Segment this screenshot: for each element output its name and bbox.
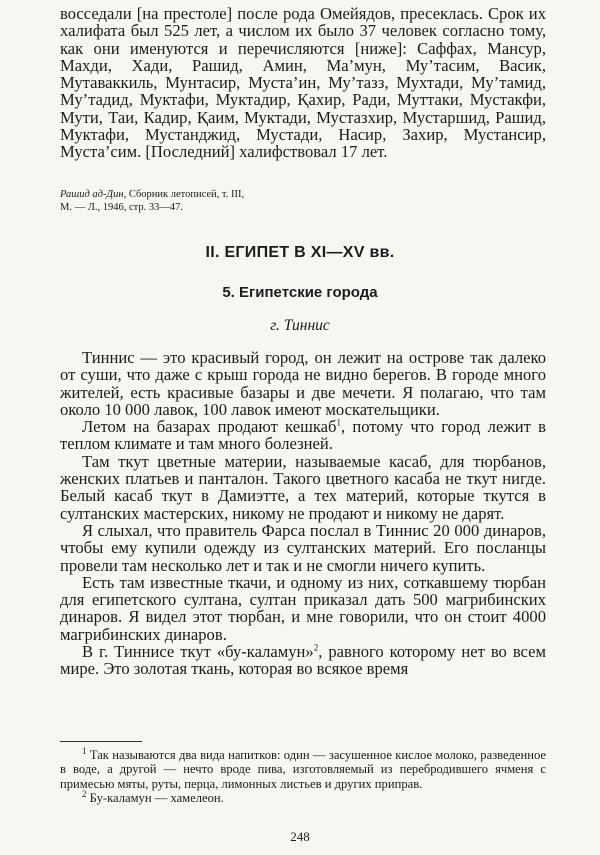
- footnote-2: $^2$ Бу-каламун — хамелеон.: [82, 789, 224, 806]
- city-title: г. Тиннис: [270, 317, 330, 334]
- page-number: 248: [290, 829, 310, 844]
- paragraph-1: Тиннис — это красивый город, он лежит на острове так далеко от суши, что даже с крыш города не видно берегов. В городе много жителей, есть красивые базары и две мечети. Я полагаю, что там около 10 000 лавок, 100 лавок имеют москательщики.: [60, 348, 546, 419]
- paragraph-3: Там ткут цветные материи, называемые касаб, для тюрбанов, женских платьев и панталон. Такого цветного касаба не ткут нигде. Белый касаб ткут в Дамиэтте, а тех материй, которые ткутся в султанских мастерских, никому не продают и никому не дарят.: [60, 451, 546, 523]
- footnote-divider: [60, 741, 142, 742]
- footnotes: [60, 745, 546, 806]
- section-title: II. ЕГИПЕТ В XI—XV вв.: [205, 244, 395, 261]
- paragraph-5: Есть там известные ткачи, и одному из них, соткавшему тюрбан для египетского султана, султан приказал дать 500 магрибинских динаров. Я видел этот тюрбан, и мне говорили, что он стоит 4000 магрибинских динаров.: [60, 572, 546, 644]
- paragraph-6: В г. Тиннисе ткут «бу-каламун»$^2$, равного которому нет во всем мире. Это золотая ткань, которая во всякое время: [60, 642, 546, 679]
- citation-author: Рашид ад-Дин: [60, 189, 124, 200]
- footnote-1: $^1$ Так называются два вида напитков: один — засушенное кислое молоко, разведенное в воде, а другой — нечто вроде пива, изготовляемый из перебродившего ячменя с примесью мяты, руты, перца, лимонных листьев и других приправ.: [60, 745, 546, 791]
- subsection-title: 5. Египетские города: [222, 284, 378, 301]
- citation-publication: М. — Л., 1946, стр. 33—47.: [60, 202, 183, 213]
- footnote-ref-2: 2: [313, 642, 319, 653]
- paragraph-4: Я слыхал, что правитель Фарса послал в Тиннис 20 000 динаров, чтобы ему купили одежду из султанских материй. Его посланцы провели там несколько лет и так и не смогли ничего купить.: [60, 520, 546, 575]
- footnote-ref-1: 1: [336, 417, 341, 428]
- caliphs-list-paragraph: восседали [на престоле] после рода Омейядов, пресеклась. Срок их халифата был 525 лет, а числом их было 37 человек согласно тому, как они именуются и перечисляются [ниже]: Саффах, Мансур, Махди, Хади, Рашид, Амин, Ма’мун, Му’тасим, Васик, Мутаваккиль, Мунтасир, Муста’ин, Му’тазз, Мухтади, Му’тамид, Му’тадид, Муктафи, Муктадир, Қахир, Ради, Муттаки, Мустакфи, Мути, Таи, Кадир, Қаим, Муктади, Мустазхир, Мустаршид, Рашид, Муктафи, Мустанджид, Мустади, Насир, Захир, Мустансир, Муста’сим. [Последний] халифствовал 17 лет.: [60, 4, 546, 162]
- source-citation: [60, 188, 546, 214]
- citation-title: , Сборник летописей, т. III,: [123, 189, 245, 200]
- continued-paragraph: [60, 5, 546, 161]
- main-text: [60, 349, 546, 678]
- paragraph-2: Летом на базарах продают кешкаб$^1$, потому что город лежит в теплом климате и там много болезней.: [60, 417, 546, 454]
